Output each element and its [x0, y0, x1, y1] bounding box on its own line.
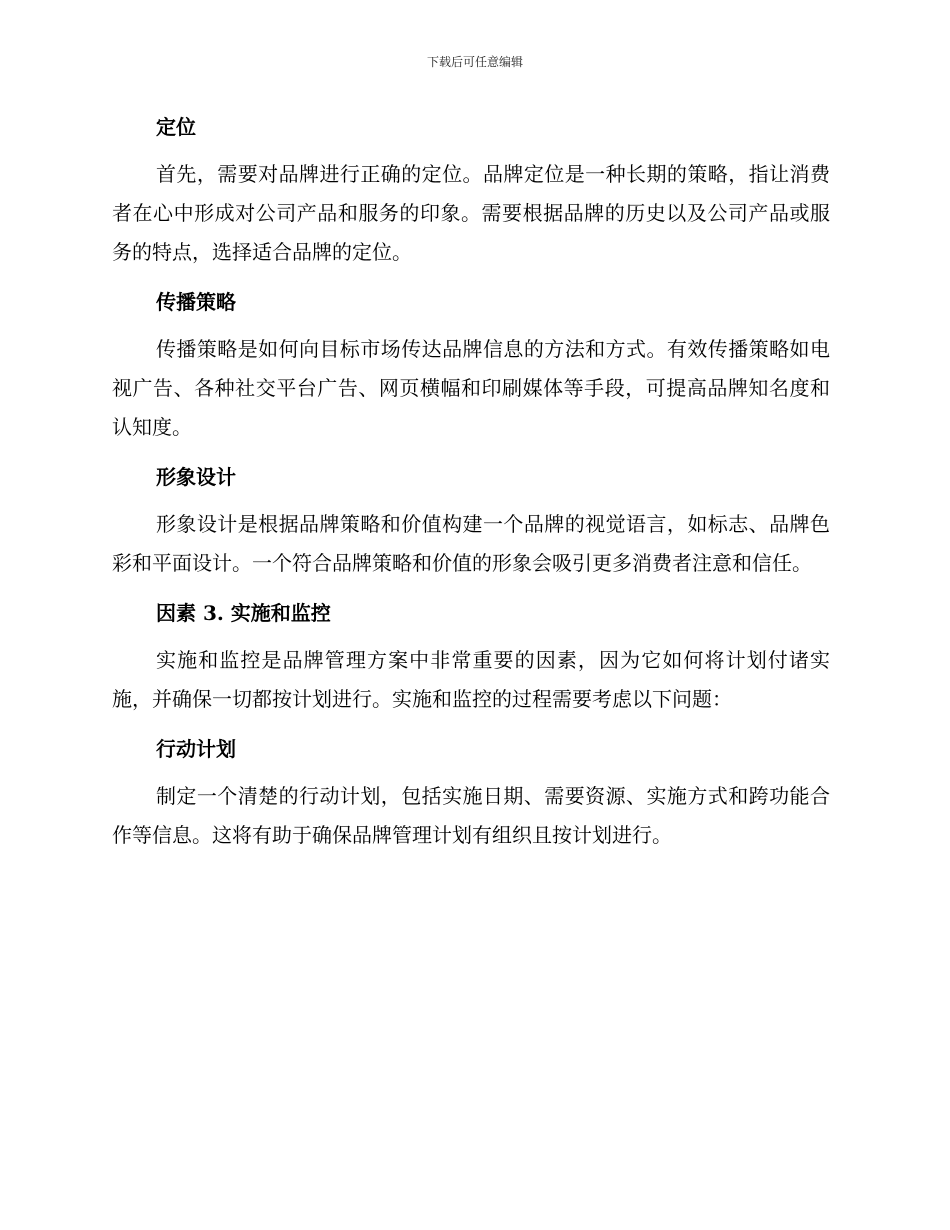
section-heading: 行动计划 — [156, 737, 236, 761]
section-heading: 形象设计 — [156, 465, 236, 489]
section-positioning — [112, 108, 830, 272]
section-heading: 传播策略 — [156, 290, 236, 314]
section-heading: 因素 3. 实施和监控 — [156, 601, 331, 625]
section-paragraph: 实施和监控是品牌管理方案中非常重要的因素，因为它如何将计划付诸实施，并确保一切都按计划进行。实施和监控的过程需要考虑以下问题： — [112, 648, 830, 711]
section-paragraph: 首先，需要对品牌进行正确的定位。品牌定位是一种长期的策略，指让消费者在心中形成对公司产品和服务的印象。需要根据品牌的历史以及公司产品或服务的特点，选择适合品牌的定位。 — [112, 162, 830, 264]
page-header: 下载后可任意编辑 — [426, 55, 523, 69]
section-paragraph: 形象设计是根据品牌策略和价值构建一个品牌的视觉语言，如标志、品牌色彩和平面设计。一个符合品牌策略和价值的形象会吸引更多消费者注意和信任。 — [112, 512, 830, 575]
section-heading: 定位 — [156, 115, 196, 139]
section-action-plan — [112, 730, 830, 855]
section-paragraph: 传播策略是如何向目标市场传达品牌信息的方法和方式。有效传播策略如电视广告、各种社交平台广告、网页横幅和印刷媒体等手段，可提高品牌知名度和认知度。 — [112, 337, 830, 439]
section-implementation-monitoring — [112, 594, 830, 719]
section-paragraph: 制定一个清楚的行动计划，包括实施日期、需要资源、实施方式和跨功能合作等信息。这将有助于确保品牌管理计划有组织且按计划进行。 — [112, 784, 830, 847]
section-communication-strategy — [112, 283, 830, 447]
section-image-design — [112, 458, 830, 583]
document-body — [112, 108, 830, 866]
